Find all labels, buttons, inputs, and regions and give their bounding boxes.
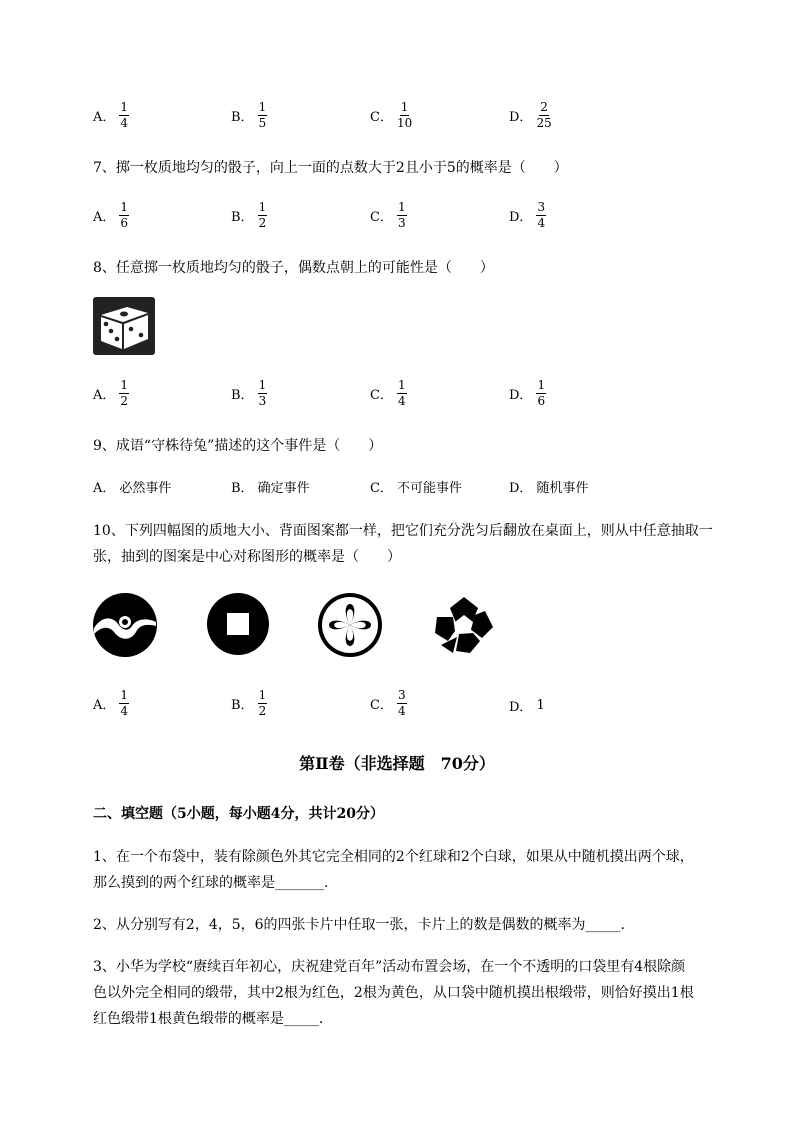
fraction: $\frac{1}{4}$	[397, 378, 406, 408]
q7-option-b: B． $\frac{1}{2}$	[231, 200, 267, 230]
q10-option-d: D． 1	[509, 698, 545, 715]
fraction: $\frac{3}{4}$	[537, 200, 546, 230]
q10-option-c: C． $\frac{3}{4}$	[370, 688, 406, 718]
q8-option-c: C． $\frac{1}{4}$	[370, 378, 406, 408]
fraction: $\frac{1}{6}$	[120, 200, 129, 230]
section2-title: 二、填空题（5小题，每小题4分，共计20分）	[93, 806, 384, 822]
fraction: $\frac{1}{5}$	[258, 100, 267, 130]
pentagon-flower-figure	[433, 593, 495, 655]
four-petal-figure	[317, 592, 383, 658]
q9-question: 9、成语“守株待兔”描述的这个事件是（ ）	[93, 438, 383, 454]
fraction: $\frac{1}{4}$	[120, 688, 129, 718]
fraction: $\frac{1}{2}$	[258, 688, 267, 718]
q9-option-d: D． 随机事件	[509, 481, 589, 496]
q10-option-a: A． $\frac{1}{4}$	[93, 688, 129, 718]
q9-option-a: A． 必然事件	[93, 481, 172, 496]
q7-question: 7、掷一枚质地均匀的骰子，向上一面的点数大于2且小于5的概率是（ ）	[93, 160, 568, 176]
q6-option-c: C． $\frac{1}{10}$	[370, 100, 413, 130]
q10-question-line2: 张，抽到的图案是中心对称图形的概率是（ ）	[93, 549, 401, 565]
fraction: $\frac{1}{4}$	[120, 100, 129, 130]
q6-option-d: D． $\frac{2}{25}$	[509, 100, 552, 130]
f1-question-line1: 1、在一个布袋中，装有除颜色外其它完全相同的2个红球和2个白球，如果从中随机摸出两个球，	[93, 849, 694, 865]
fraction: $\frac{1}{3}$	[258, 378, 267, 408]
q9-option-c: C． 不可能事件	[370, 481, 462, 496]
f3-question-line1: 3、小华为学校“赓续百年初心，庆祝建党百年”活动布置会场，在一个不透明的口袋里有4根除颜	[93, 959, 686, 975]
wave-circle-figure	[92, 592, 158, 658]
f2-question: 2、从分别写有2，4，5，6的四张卡片中任取一张，卡片上的数是偶数的概率为_____.	[93, 917, 625, 933]
dice-image	[93, 297, 155, 355]
q10-option-b: B． $\frac{1}{2}$	[231, 688, 267, 718]
circle-square-figure	[206, 592, 270, 656]
q7-option-c: C． $\frac{1}{3}$	[370, 200, 406, 230]
q10-question-line1: 10、下列四幅图的质地大小、背面图案都一样，把它们充分洗匀后翻放在桌面上，则从中任意抽取一	[93, 523, 713, 539]
q8-option-d: D． $\frac{1}{6}$	[509, 378, 546, 408]
fraction: $\frac{1}{3}$	[397, 200, 406, 230]
q6-option-b: B． $\frac{1}{5}$	[231, 100, 267, 130]
q8-option-b: B． $\frac{1}{3}$	[231, 378, 267, 408]
q8-question: 8、任意掷一枚质地均匀的骰子，偶数点朝上的可能性是（ ）	[93, 260, 494, 276]
f3-question-line3: 红色缎带1根黄色缎带的概率是_____.	[93, 1011, 324, 1027]
q8-option-a: A． $\frac{1}{2}$	[93, 378, 129, 408]
q9-option-b: B． 确定事件	[231, 481, 310, 496]
fraction: $\frac{2}{25}$	[536, 100, 552, 130]
f1-question-line2: 那么摸到的两个红球的概率是_______.	[93, 875, 329, 891]
fraction: $\frac{1}{10}$	[396, 100, 413, 130]
fraction: $\frac{1}{2}$	[258, 200, 267, 230]
q6-option-a: A． $\frac{1}{4}$	[93, 100, 129, 130]
part2-title: 第Ⅱ卷（非选择题 70分）	[299, 754, 495, 773]
q7-option-d: D． $\frac{3}{4}$	[509, 200, 546, 230]
f3-question-line2: 色以外完全相同的缎带，其中2根为红色，2根为黄色，从口袋中随机摸出根缎带，则恰好摸出1根	[93, 985, 694, 1001]
q7-option-a: A． $\frac{1}{6}$	[93, 200, 129, 230]
fraction: $\frac{3}{4}$	[397, 688, 406, 718]
fraction: $\frac{1}{6}$	[537, 378, 546, 408]
fraction: $\frac{1}{2}$	[120, 378, 129, 408]
